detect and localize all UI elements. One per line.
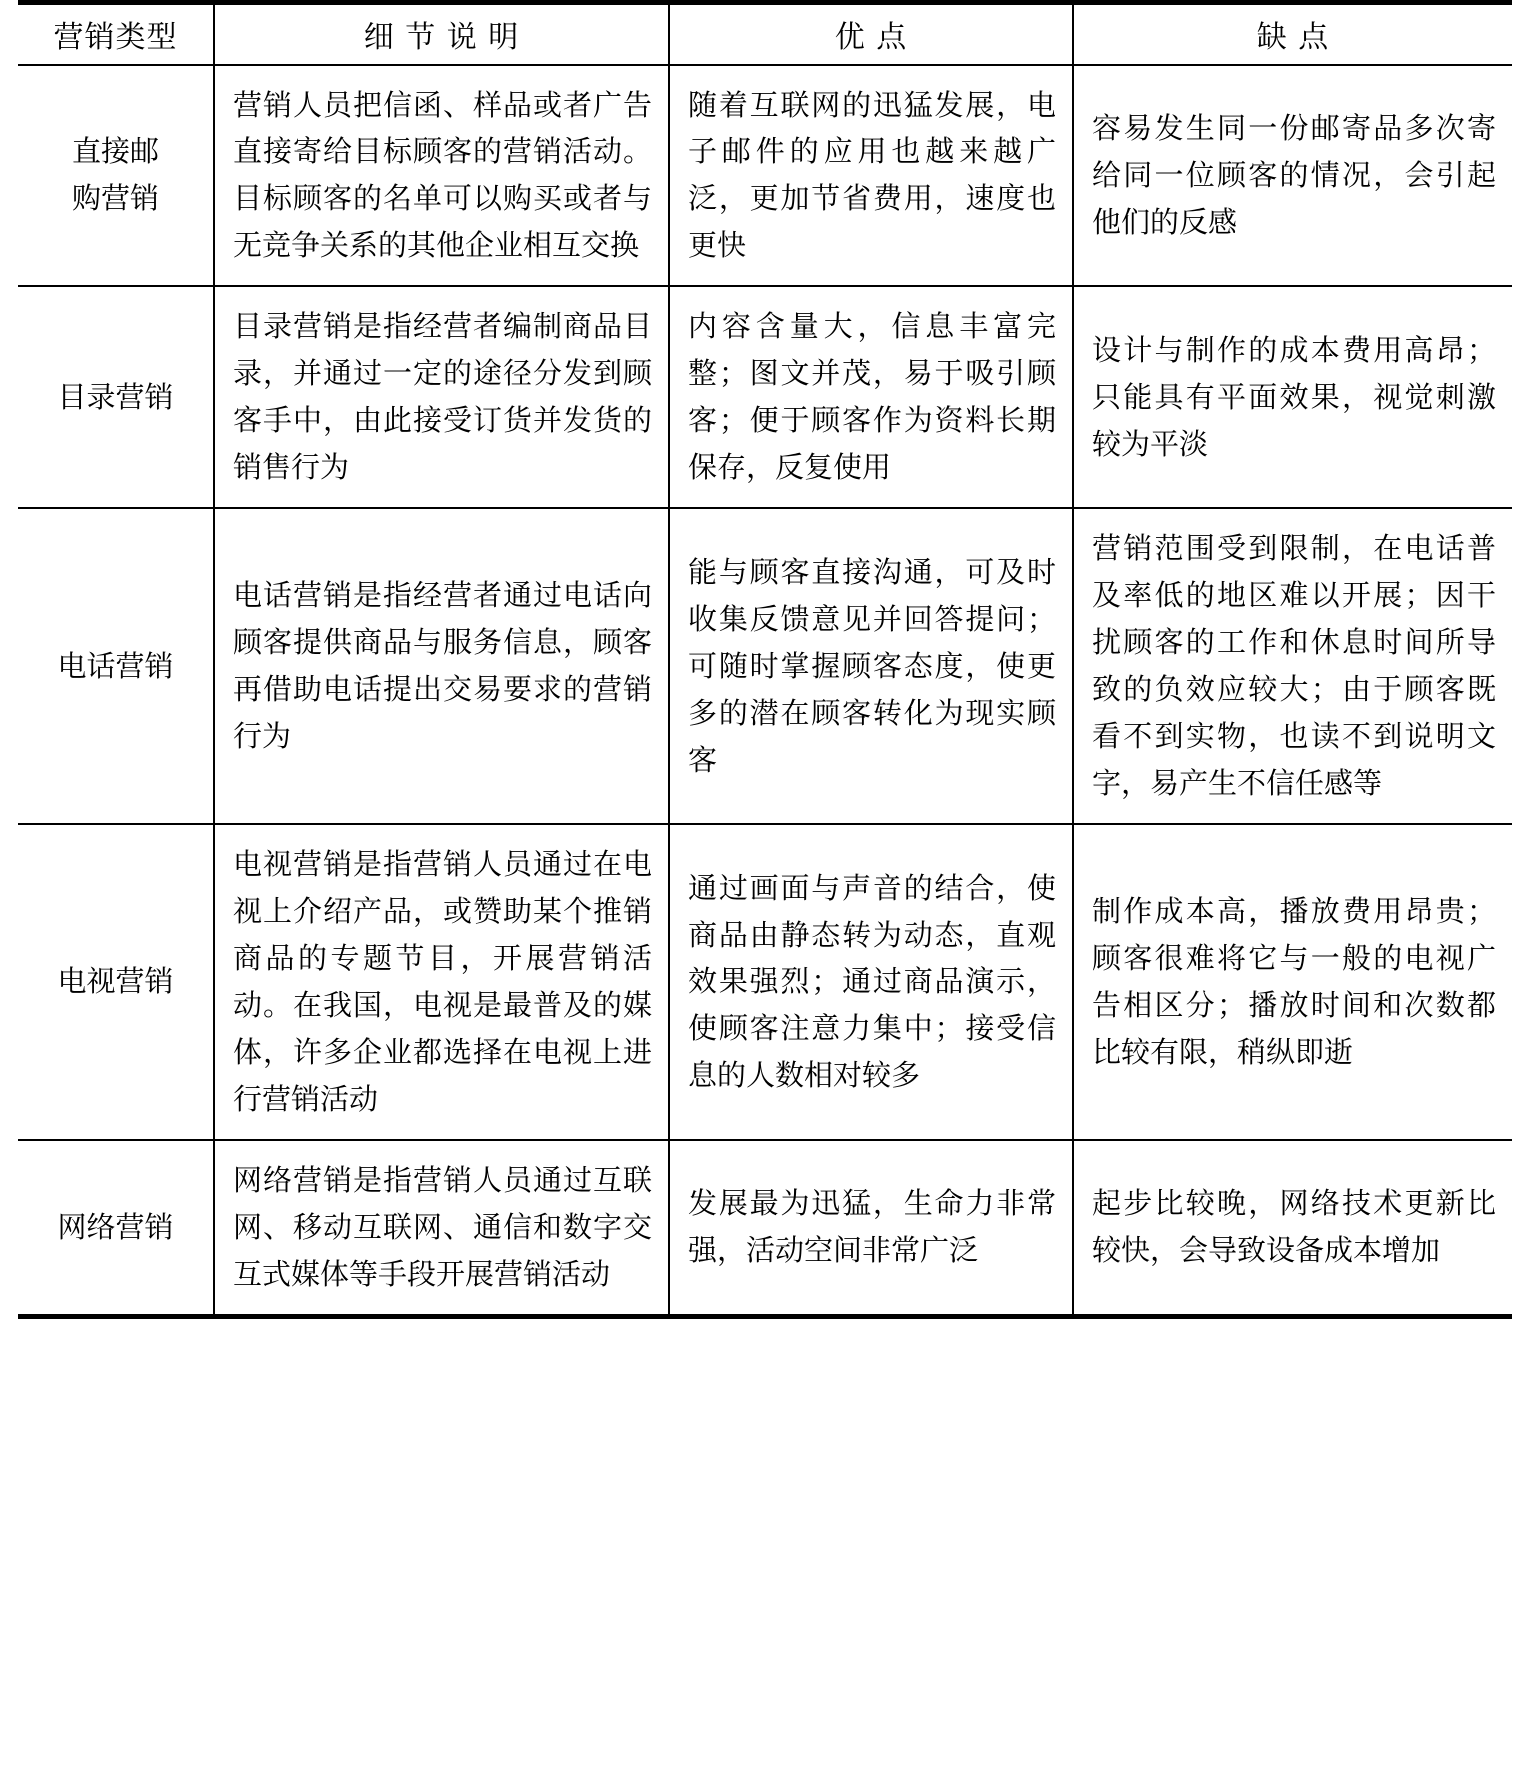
column-header-pros: 优 点: [669, 3, 1073, 65]
detail-text: 电话营销是指经营者通过电话向顾客提供商品与服务信息，顾客再借助电话提出交易要求的营销行为: [233, 578, 652, 754]
detail-text: 网络营销是指营销人员通过互联网、移动互联网、通信和数字交互式媒体等手段开展营销活动: [233, 1162, 652, 1291]
cell-marketing-type: [18, 1140, 214, 1316]
cell-detail: [214, 65, 669, 287]
detail-text: 电视营销是指营销人员通过在电视上介绍产品，或赞助某个推销商品的专题节目，开展营销活动。在我国，电视是最普及的媒体，许多企业都选择在电视上进行营销活动: [233, 847, 652, 1116]
marketing-types-table: [18, 0, 1512, 1319]
table-row: [18, 508, 1512, 824]
type-label-line1: 目录营销: [57, 379, 174, 414]
cell-marketing-type: [18, 508, 214, 824]
pros-text: 通过画面与声音的结合，使商品由静态转为动态，直观效果强烈；通过商品演示，使顾客注意力集中；接受信息的人数相对较多: [688, 870, 1056, 1093]
cons-text: 容易发生同一份邮寄品多次寄给同一位顾客的情况，会引起他们的反感: [1092, 110, 1496, 239]
cell-marketing-type: [18, 824, 214, 1140]
cell-cons: [1073, 508, 1512, 824]
column-header-cons: 缺 点: [1073, 3, 1512, 65]
type-label-line1: 电话营销: [57, 648, 174, 683]
cell-marketing-type: [18, 65, 214, 287]
cons-text: 制作成本高，播放费用昂贵；顾客很难将它与一般的电视广告相区分；播放时间和次数都比较有限，稍纵即逝: [1092, 894, 1496, 1069]
pros-text: 发展最为迅猛，生命力非常强，活动空间非常广泛: [688, 1186, 1056, 1268]
cell-pros: [669, 824, 1073, 1140]
type-label-line1: 电视营销: [57, 964, 174, 999]
type-label-line2: 购营销: [71, 181, 159, 216]
cons-text: 设计与制作的成本费用高昂；只能具有平面效果，视觉刺激较为平淡: [1092, 332, 1496, 461]
table-header-row: [18, 3, 1512, 65]
column-header-detail: 细 节 说 明: [214, 3, 669, 65]
cons-text: 营销范围受到限制，在电话普及率低的地区难以开展；因干扰顾客的工作和休息时间所导致的负效应较大；由于顾客既看不到实物，也读不到说明文字，易产生不信任感等: [1092, 531, 1496, 801]
table-row: [18, 1140, 1512, 1316]
table-row: [18, 286, 1512, 508]
table-body: [18, 65, 1512, 1317]
cell-pros: [669, 65, 1073, 287]
table-row: [18, 65, 1512, 287]
pros-text: 能与顾客直接沟通，可及时收集反馈意见并回答提问；可随时掌握顾客态度，使更多的潜在顾客转化为现实顾客: [688, 554, 1056, 777]
cell-detail: [214, 508, 669, 824]
cell-detail: [214, 286, 669, 508]
cell-cons: [1073, 1140, 1512, 1316]
cell-cons: [1073, 824, 1512, 1140]
column-header-type: 营销类型: [18, 3, 214, 65]
detail-text: 目录营销是指经营者编制商品目录，并通过一定的途径分发到顾客手中，由此接受订货并发货的销售行为: [233, 309, 652, 485]
pros-text: 内容含量大，信息丰富完整；图文并茂，易于吸引顾客；便于顾客作为资料长期保存，反复使用: [688, 309, 1056, 485]
cell-cons: [1073, 65, 1512, 287]
detail-text: 营销人员把信函、样品或者广告直接寄给目标顾客的营销活动。目标顾客的名单可以购买或者与无竞争关系的其他企业相互交换: [233, 87, 652, 263]
cell-pros: [669, 286, 1073, 508]
pros-text: 随着互联网的迅猛发展，电子邮件的应用也越来越广泛，更加节省费用，速度也更快: [688, 87, 1056, 263]
cell-pros: [669, 508, 1073, 824]
type-label-line1: 直接邮: [71, 134, 159, 169]
cell-cons: [1073, 286, 1512, 508]
table-row: [18, 824, 1512, 1140]
cell-pros: [669, 1140, 1073, 1316]
cell-marketing-type: [18, 286, 214, 508]
cell-detail: [214, 824, 669, 1140]
cons-text: 起步比较晚，网络技术更新比较快，会导致设备成本增加: [1092, 1186, 1496, 1268]
cell-detail: [214, 1140, 669, 1316]
table-header: [18, 3, 1512, 65]
type-label-line1: 网络营销: [57, 1209, 174, 1244]
